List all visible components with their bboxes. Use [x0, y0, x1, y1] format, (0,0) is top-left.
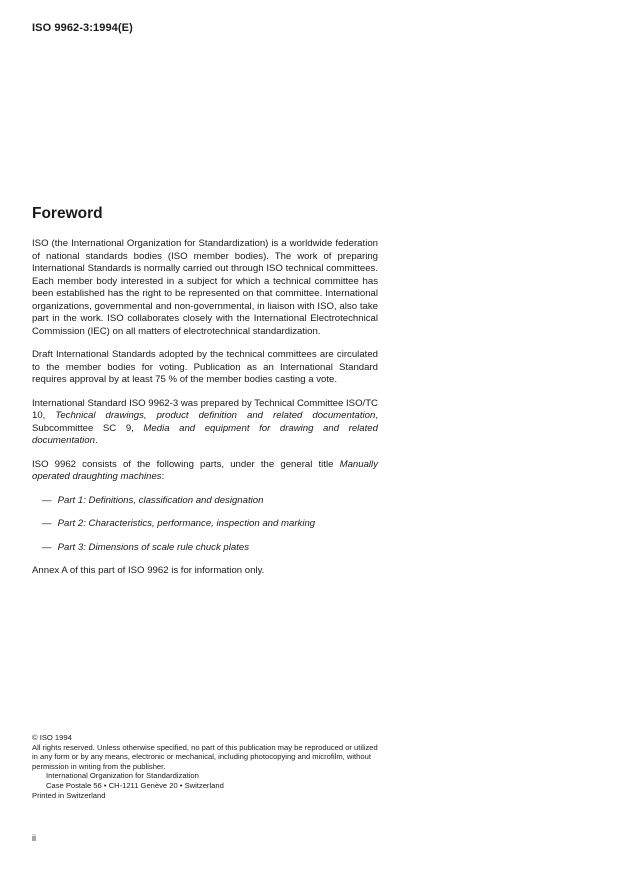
foreword-body	[32, 238, 378, 589]
part-title: Part 3: Dimensions of scale rule chuck plates	[57, 541, 250, 553]
preparation-text-1: International Standard ISO 9962-3 was prepared by Technical Committee ISO/TC 10,	[32, 397, 378, 421]
parts-list-item	[42, 495, 378, 508]
document-standard-id: ISO 9962-3:1994(E)	[32, 22, 133, 34]
parts-list	[32, 495, 378, 555]
parts-intro-colon: :	[161, 471, 165, 482]
publisher-address: Case Postale 56 • CH-1211 Genève 20 • Switzerland	[46, 780, 224, 790]
general-title: Manually operated draughting machines	[32, 458, 378, 482]
foreword-paragraph-preparation	[32, 398, 378, 448]
preparation-text-3: .	[94, 435, 98, 446]
list-dash: —	[42, 541, 52, 553]
parts-list-item	[42, 542, 378, 555]
publisher-name: International Organization for Standardization	[46, 771, 199, 781]
annex-note: Annex A of this part of ISO 9962 is for information only.	[32, 565, 265, 576]
tc10-title: Technical drawings, product definition and related documentation	[55, 410, 376, 421]
rights-statement: All rights reserved. Unless otherwise specified, no part of this publication may be reproduced or utilized in any form or by any means, electronic or mechanical, including photocopying and microfilm, without permission in writing from the publisher.	[32, 742, 378, 771]
copyright-line: © ISO 1994	[32, 733, 72, 742]
parts-list-item	[42, 518, 378, 531]
foreword-paragraph-iso: ISO (the International Organization for Standardization) is a worldwide federation of national standards bodies (ISO member bodies). The work of preparing International Standards is normally carried out through ISO technical committees. Each member body interested in a subject for which a technical committee has been established has the right to be represented on that committee. International organizations, governmental and non-governmental, in liaison with ISO, also take part in the work. ISO collaborates closely with the International Electrotechnical Commission (IEC) on all matters of electrotechnical standardization.	[32, 238, 378, 337]
foreword-title: Foreword	[32, 205, 103, 222]
sc9-title: Media and equipment for drawing and related documentation	[32, 422, 378, 446]
part-title: Part 1: Definitions, classification and designation	[57, 494, 264, 506]
part-title: Part 2: Characteristics, performance, inspection and marking	[57, 518, 316, 529]
page-number: ii	[32, 833, 36, 843]
foreword-paragraph-parts-intro	[32, 459, 378, 484]
preparation-text-2: , Subcommittee SC 9,	[32, 410, 378, 434]
parts-intro-text: ISO 9962 consists of the following parts, under the general title	[32, 458, 340, 470]
foreword-paragraph-voting: Draft International Standards adopted by the technical committees are circulated to the member bodies for voting. Publication as an International Standard requires approval by at least 75 % of the member bodies casting a vote.	[32, 349, 378, 385]
list-dash: —	[42, 494, 52, 506]
printed-in: Printed in Switzerland	[32, 790, 106, 800]
copyright-footer	[32, 733, 382, 800]
list-dash: —	[42, 518, 52, 529]
